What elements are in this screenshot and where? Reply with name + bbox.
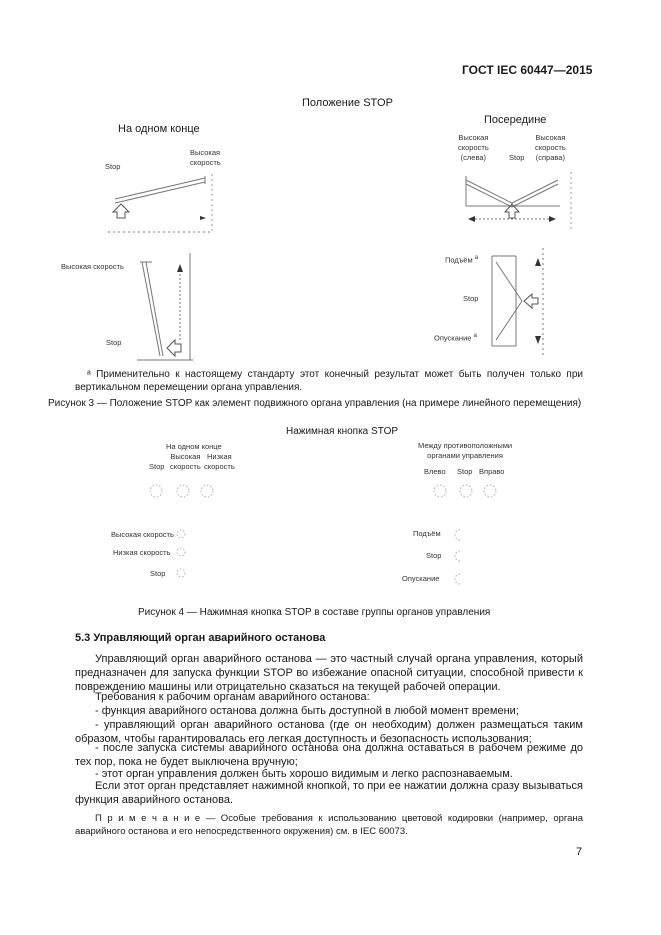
fig4-left-low-v: Низкая скорость xyxy=(113,548,171,557)
fig3-right-up: Подъём $^a$ xyxy=(445,255,479,265)
figure3-right-heading: Посередине xyxy=(484,114,547,126)
fig4-left-low-v-button-icon xyxy=(177,548,185,556)
section-heading: 5.3 Управляющий орган аварийного останова xyxy=(75,632,326,644)
figure4-caption: Рисунок 4 — Нажимная кнопка STOP в составе группы органов управления xyxy=(138,607,491,618)
fig4-left-high-v-button-icon xyxy=(177,530,185,538)
section-list-item: - этот орган управления должен быть хорошо видимым и легко распознаваемым. xyxy=(95,768,513,780)
fig3-left-stop: Stop xyxy=(105,162,121,171)
fig4-left-high-v: Высокая скорость xyxy=(111,530,174,539)
fig3-right-down: Опускание $^a$ xyxy=(434,333,477,343)
fig4-right-stop-v: Stop xyxy=(426,551,442,560)
page-number: 7 xyxy=(576,846,583,858)
fig4-left-stop-v: Stop xyxy=(150,569,166,578)
figure3-title: Положение STOP xyxy=(302,97,393,109)
fig4-left-low-button-icon xyxy=(201,485,213,497)
figure3-left-heading: На одном конце xyxy=(118,123,200,135)
fig4-left-stop-v-button-icon xyxy=(177,569,185,577)
fig4-left-stop-button-icon xyxy=(150,485,162,497)
fig4-right-stop: Stop xyxy=(457,467,473,476)
note-label: П р и м е ч а н и е xyxy=(95,813,201,824)
fig4-right-right: Вправо xyxy=(479,467,505,476)
section-list-item: - управляющий орган аварийного останова (где он необходим) должен размещаться таким образом, чтобы гарантировалась его легкая доступность и безопасность использования; xyxy=(75,719,583,746)
fig4-left-high-button-icon xyxy=(177,485,189,497)
fig4-right-left-button-icon xyxy=(434,485,446,497)
fig3-right-high-left: Высокая скорость (слева) xyxy=(458,133,489,162)
section-paragraph-2: Требования к рабочим органам аварийного останова: xyxy=(95,691,370,703)
fig4-right-left: Влево xyxy=(424,467,446,476)
fig4-right-down-button-icon xyxy=(455,574,460,584)
fig4-right-right-button-icon xyxy=(484,485,496,497)
figure3-caption: Рисунок 3 — Положение STOP как элемент подвижного органа управления (на примере линейного перемещения) xyxy=(48,398,582,409)
fig4-left-high: Высокая скорость xyxy=(170,452,201,471)
fig4-right-up-button-icon xyxy=(455,530,460,540)
fig3-right-stop-vertical: Stop xyxy=(463,294,479,303)
section-note xyxy=(75,813,583,838)
fig4-left-low: Низкая скорость xyxy=(204,452,235,471)
fig3-left-stop-lower: Stop xyxy=(106,338,122,347)
note-text: — Особые требования к использованию цветовой кодировки (например, органа аварийного останова и его непосредственного окружения) см. в IEC 60073. xyxy=(75,813,583,837)
figure4-title: Нажимная кнопка STOP xyxy=(286,426,399,437)
fig4-right-heading: Между противоположными органами управления xyxy=(418,441,513,460)
section-paragraph-3: Если этот орган представляет нажимной кнопкой, то при ее нажатии должна сразу вызываться функция аварийного останова. xyxy=(75,780,583,807)
fig4-right-stop-v-button-icon xyxy=(455,551,460,561)
section-list-item: - функция аварийного останова должна быть доступной в любой момент времени; xyxy=(95,705,519,717)
section-list-item: - после запуска системы аварийного останова она должна оставаться в рабочем режиме до тех пор, пока не будет выключена вручную; xyxy=(75,742,583,769)
fig4-left-stop: Stop xyxy=(149,462,165,471)
fig3-right-high-right: Высокая скорость (справа) xyxy=(535,133,566,162)
section-paragraph-1: Управляющий орган аварийного останова — это частный случай органа управления, который предназначен для запуска функции STOP во избежание опасной ситуации, способной привести к повреждению машины или отрицательно сказаться на текущей рабочей операции. xyxy=(75,653,583,694)
fig4-right-stop-button-icon xyxy=(460,485,472,497)
fig4-left-heading: На одном конце xyxy=(166,442,222,451)
fig3-left-high-speed-vertical: Высокая скорость xyxy=(61,262,124,271)
fig3-right-stop: Stop xyxy=(509,153,525,162)
fig4-right-up: Подъём xyxy=(413,529,441,538)
fig3-left-high-speed: Высокая скорость xyxy=(190,148,221,167)
figure3-footnote: ᵃ Применительно к настоящему стандарту этот конечный результат может быть получен только при вертикальном перемещении органа управления. xyxy=(75,369,583,393)
fig4-right-down: Опускание xyxy=(402,574,440,583)
standard-header: ГОСТ IEC 60447—2015 xyxy=(462,63,593,77)
